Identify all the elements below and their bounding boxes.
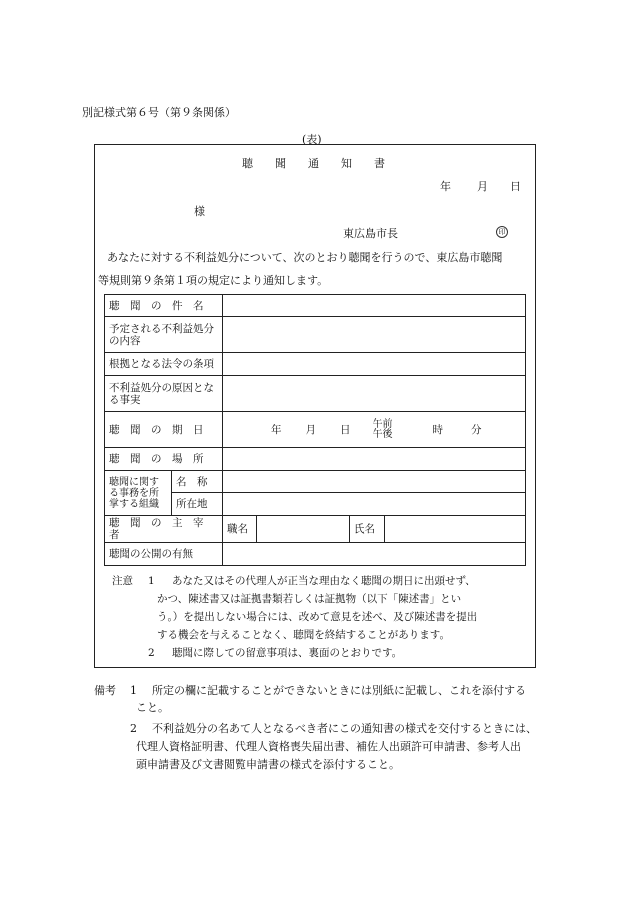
org-address-label: 所在地 — [172, 493, 223, 516]
hearing-place-label: 聴 聞 の 場 所 — [105, 448, 223, 471]
org-name-value[interactable] — [223, 471, 526, 493]
table-row — [105, 376, 526, 412]
note-1-line-1: あなた又はその代理人が正当な理由なく聴聞の期日に出頭せず、 — [172, 575, 476, 587]
remark-2-line-2: 代理人資格証明書、代理人資格喪失届出書、補佐人出頭許可申請書、参考人出 — [136, 740, 521, 753]
hearing-date-label: 聴 聞 の 期 日 — [105, 412, 223, 448]
remark-1-number: 1 — [130, 684, 137, 697]
seal-mark — [496, 224, 508, 238]
legal-basis-label: 根拠となる法令の条項 — [105, 353, 223, 376]
table-row — [105, 448, 526, 471]
table-row — [105, 317, 526, 353]
table-row — [105, 353, 526, 376]
table-row — [105, 516, 526, 543]
issue-date — [440, 178, 521, 194]
note-1-number: 1 — [148, 575, 155, 587]
org-address-value[interactable] — [223, 493, 526, 516]
position-value[interactable] — [257, 516, 350, 543]
table-row — [105, 412, 526, 448]
public-label: 聴聞の公開の有無 — [105, 543, 223, 566]
public-value[interactable] — [223, 543, 526, 566]
name-value[interactable] — [385, 516, 526, 543]
planned-action-label: 予定される不利益処分の内容 — [105, 317, 223, 353]
hearing-place-value[interactable] — [223, 448, 526, 471]
date-day: 日 — [510, 180, 521, 193]
cause-facts-value[interactable] — [223, 376, 526, 412]
legal-basis-value[interactable] — [223, 353, 526, 376]
seal-icon: 印 — [496, 226, 508, 238]
note-1-line-2: かつ、陳述書又は証拠書類若しくは証拠物（以下「陳述書」とい — [157, 593, 462, 605]
table-row — [105, 543, 526, 566]
note-2-line-1: 聴聞に際しての留意事項は、裏面のとおりです。 — [172, 647, 403, 659]
date-month: 月 — [477, 180, 488, 193]
case-name-value[interactable] — [223, 295, 526, 317]
position-label: 職名 — [223, 516, 257, 543]
hearing-date-value[interactable]: 年 月 日 午前 午後 時 分 — [223, 412, 526, 448]
issuer: 東広島市長 — [343, 227, 398, 240]
remarks-label: 備考 — [94, 684, 116, 697]
am-pm: 午前 午後 — [372, 418, 393, 440]
side-label: (表) — [302, 133, 322, 146]
remark-2-line-1: 不利益処分の名あて人となるべき者にこの通知書の様式を交付するときには、 — [152, 722, 537, 735]
org-label: 聴聞に関する事務を所掌する組織 — [105, 471, 172, 516]
form-header: 別記様式第６号（第９条関係） — [82, 106, 236, 119]
table-row — [105, 295, 526, 317]
org-name-label: 名 称 — [172, 471, 223, 493]
remark-2-number: 2 — [130, 722, 137, 735]
remark-1-line-1: 所定の欄に記載することができないときには別紙に記載し、これを添付する — [152, 684, 526, 697]
note-1-line-4: する機会を与えることなく、聴聞を終結することがあります。 — [157, 629, 450, 641]
presider-label: 聴 聞 の 主 宰 者 — [105, 516, 223, 543]
document-title: 聴 聞 通 知 書 — [242, 157, 385, 170]
notes-label: 注意 — [112, 575, 133, 587]
hearing-table — [104, 294, 526, 566]
recipient-suffix: 様 — [194, 205, 205, 218]
remark-2-line-3: 頭申請書及び文書閲覧申請書の様式を添付すること。 — [136, 758, 400, 771]
intro-line-1: あなたに対する不利益処分について、次のとおり聴聞を行うので、東広島市聴聞 — [107, 251, 503, 264]
note-1-line-3: う。）を提出しない場合には、改めて意見を述べ、及び陳述書を提出 — [157, 611, 478, 623]
remark-1-line-2: こと。 — [136, 701, 169, 714]
note-2-number: 2 — [148, 647, 155, 659]
table-row — [105, 471, 526, 493]
planned-action-value[interactable] — [223, 317, 526, 353]
case-name-label: 聴 聞 の 件 名 — [105, 295, 223, 317]
date-year: 年 — [440, 180, 451, 193]
name-label: 氏名 — [350, 516, 385, 543]
cause-facts-label: 不利益処分の原因となる事実 — [105, 376, 223, 412]
intro-line-2: 等規則第９条第１項の規定により通知します。 — [98, 274, 329, 287]
